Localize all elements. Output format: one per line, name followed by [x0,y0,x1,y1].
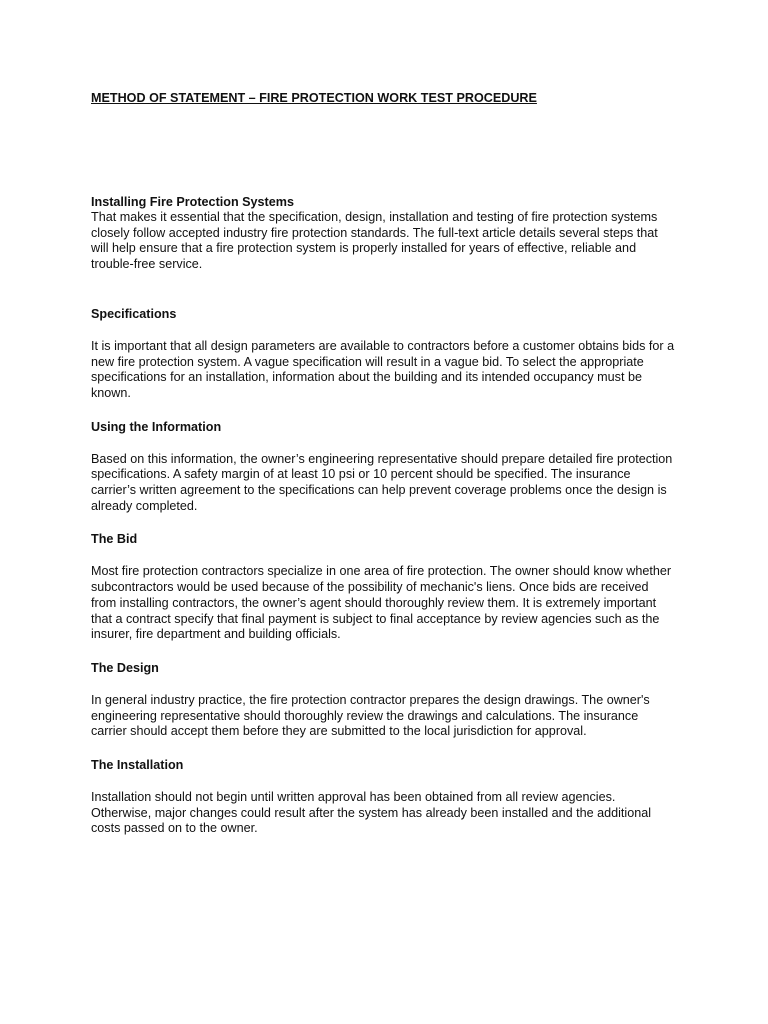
section-body-bid: Most fire protection contractors specialize in one area of fire protection. The owner should know whether subcontractors would be used because of the possibility of mechanic's liens. Once bids are received from installing contractors, the owner’s agent should thoroughly review them. It is extremely important that a contract specify that final payment is subject to final acceptance by review agencies such as the insurer, fire department and building officials. [91,564,672,642]
section-heading-using-information: Using the Information [91,419,222,434]
section-heading-bid: The Bid [91,532,138,547]
section-body-installation: Installation should not begin until written approval has been obtained from all review agencies. Otherwise, major changes could result after the system has already been installed and the additional costs passed on to the owner. [91,790,652,836]
section-body-design: In general industry practice, the fire protection contractor prepares the design drawings. The owner's engineering representative should thoroughly review the drawings and calculations. The insurance carrier should accept them before they are submitted to the local jurisdiction for approval. [91,692,650,739]
section-body-using-information: Based on this information, the owner’s engineering representative should prepare detailed fire protection specifications. A safety margin of at least 10 psi or 10 percent should be specified. The insurance carrier’s written agreement to the specifications can help prevent coverage problems once the design is already completed. [91,451,673,513]
main-heading: Installing Fire Protection Systems [91,195,294,209]
document-title: METHOD OF STATEMENT – FIRE PROTECTION WORK TEST PROCEDURE [91,91,537,105]
document-body [91,90,677,837]
section-heading-specifications: Specifications [91,306,177,321]
section-heading-installation: The Installation [91,758,184,773]
intro-paragraph: That makes it essential that the specification, design, installation and testing of fire protection systems closely follow accepted industry fire protection standards. The full-text article details several steps that will help ensure that a fire protection system is properly installed for years of effective, reliable and trouble-free service. [91,210,658,272]
section-body-specifications: It is important that all design parameters are available to contractors before a customer obtains bids for a new fire protection system. A vague specification will result in a vague bid. To select the appropriate specifications for an installation, information about the building and its intended occupancy must be known. [91,338,675,400]
section-heading-design: The Design [91,660,159,675]
